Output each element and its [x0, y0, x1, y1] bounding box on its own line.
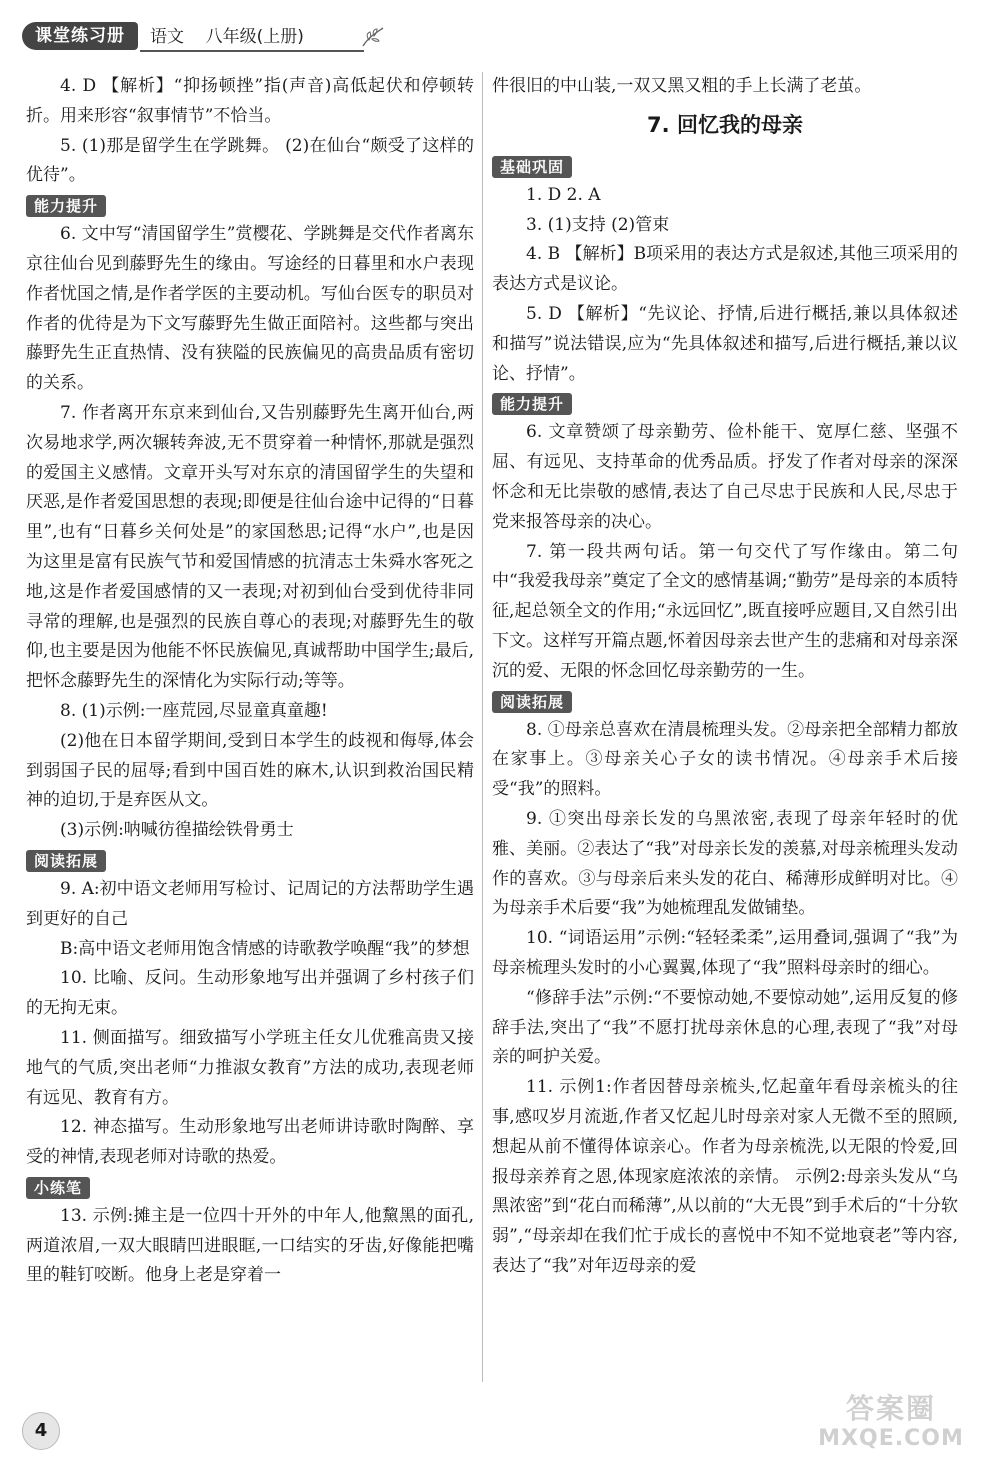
section-tag-ability-right: 能力提升: [492, 393, 572, 415]
answer-r-q8: 8. ①母亲总喜欢在清晨梳理头发。②母亲把全部精力都放在家事上。③母亲关心子女的读书情况。④母亲手术后接受“我”的照料。: [492, 719, 958, 800]
answer-r-q7: 7. 第一段共两句话。第一句交代了写作缘由。第二句中“我爱我母亲”奠定了全文的感情基调;“勤劳”是母亲的本质特征,起总领全文的作用;“永远回忆”,既直接呼应题目,又自然引出下文。这样写开篇点题,怀着因母亲去世产生的悲痛和对母亲深沉的爱、无限的怀念回忆母亲勤劳的一生。: [492, 541, 958, 681]
answer-q12: 12. 神态描写。生动形象地写出老师讲诗歌时陶醉、享受的神情,表现老师对诗歌的热爱。: [26, 1117, 474, 1168]
answer-q9a: 9. A:初中语文老师用写检讨、记周记的方法帮助学生遇到更好的自己: [26, 878, 474, 929]
answer-q8-1: 8. (1)示例:一座荒园,尽显童真童趣!: [60, 700, 328, 721]
answer-q13: 13. 示例:摊主是一位四十开外的中年人,他黧黑的面孔,两道浓眉,一双大眼睛凹进眼眶,一口结实的牙齿,好像能把嘴里的鞋钉咬断。他身上老是穿着一: [26, 1205, 474, 1286]
answer-q6: 6. 文中写“清国留学生”赏樱花、学跳舞是交代作者离东京往仙台见到藤野先生的缘由。写途经的日暮里和水户表现作者忧国之情,是作者学医的主要动机。写仙台医专的职员对作者的优待是为下文写藤野先生做正面陪衬。这些都与突出藤野先生正直热情、没有狭隘的民族偏见的高贵品质有密切的关系。: [26, 224, 474, 394]
answer-r-q6: 6. 文章赞颂了母亲勤劳、俭朴能干、宽厚仁慈、坚强不屈、有远见、支持革命的优秀品质。抒发了作者对母亲的深深怀念和无比崇敬的感情,表达了自己尽忠于民族和人民,尽忠于党来报答母亲的决心。: [492, 422, 958, 532]
answer-r-q3: 3. (1)支持 (2)管束: [526, 214, 670, 235]
section-tag-ability: 能力提升: [26, 195, 106, 217]
answer-q8-3: (3)示例:呐喊彷徨描绘铁骨勇士: [60, 820, 294, 841]
book-brand-label: 课堂练习册: [22, 22, 138, 50]
answer-q13-continued: 件很旧的中山装,一双又黑又粗的手上长满了老茧。: [492, 76, 872, 96]
page-number: 4: [22, 1412, 60, 1450]
header-underline: [140, 50, 364, 52]
answer-r-q9: 9. ①突出母亲长发的乌黑浓密,表现了母亲年轻时的优雅、美丽。②表达了“我”对母亲长发的羡慕,对母亲梳理头发动作的喜欢。③与母亲后来头发的花白、稀薄形成鲜明对比。④为母亲手术后要“我”为她梳理乱发做铺垫。: [492, 808, 958, 919]
answer-r-q5: 5. D 【解析】“先议论、抒情,后进行概括,兼以具体叙述和描写”说法错误,应为“先具体叙述和描写,后进行概括,兼以议论、抒情”。: [492, 303, 958, 384]
watermark-bottom-text: MXQE.COM: [818, 1426, 964, 1451]
answer-q8-2: (2)他在日本留学期间,受到日本学生的歧视和侮辱,体会到弱国子民的屈辱;看到中国百姓的麻木,认识到救治国民精神的迫切,于是弃医从文。: [26, 730, 474, 811]
column-divider: [482, 72, 483, 1382]
left-column: [26, 72, 474, 1291]
answer-r-q10b: “修辞手法”示例:“不要惊动她,不要惊动她”,运用反复的修辞手法,突出了“我”不愿打扰母亲休息的心理,表现了“我”对母亲的呵护关爱。: [492, 987, 958, 1068]
answer-q9b: B:高中语文老师用饱含情感的诗歌教学唤醒“我”的梦想: [60, 938, 470, 959]
section-tag-writing: 小练笔: [26, 1177, 90, 1199]
answer-q4: 4. D 【解析】“抑扬顿挫”指(声音)高低起伏和停顿转折。用来形容“叙事情节”不恰当。: [26, 76, 474, 126]
answer-r-q11: 11. 示例1:作者因替母亲梳头,忆起童年看母亲梳头的往事,感叹岁月流逝,作者又忆起儿时母亲对家人无微不至的照顾,想起从前不懂得体谅亲心。作者为母亲梳洗,以无限的怜爱,回报母亲养育之恩,体现家庭浓浓的亲情。 示例2:母亲头发从“乌黑浓密”到“花白而稀薄”,从以前的“大无畏”到手术后的“十分软弱”,“母亲却在我们忙于成长的喜悦中不知不觉地衰老”等内容,表达了“我”对年迈母亲的爱: [492, 1077, 958, 1276]
answer-r-q4: 4. B 【解析】B项采用的表达方式是叙述,其他三项采用的表达方式是议论。: [492, 244, 958, 295]
grade-label: 八年级(上册): [205, 27, 304, 47]
section-tag-reading-right: 阅读拓展: [492, 691, 572, 713]
answer-r-q10a: 10. “词语运用”示例:“轻轻柔柔”,运用叠词,强调了“我”为母亲梳理头发时的小心翼翼,体现了“我”照料母亲时的细心。: [492, 928, 958, 978]
section-tag-basic: 基础巩固: [492, 156, 572, 178]
site-watermark: [796, 1392, 986, 1454]
answer-q5: 5. (1)那是留学生在学跳舞。 (2)在仙台“颇受了这样的优待”。: [26, 135, 474, 186]
right-column: [492, 72, 958, 1282]
leaf-decoration-icon: [360, 24, 386, 50]
page-header: [22, 22, 442, 52]
answer-q7: 7. 作者离开东京来到仙台,又告别藤野先生离开仙台,两次易地求学,两次辗转奔波,无不贯穿着一种情怀,那就是强烈的爱国主义感情。文章开头写对东京的清国留学生的失望和厌恶,是作者爱国思想的表现;即便是往仙台途中记得的“日暮里”,也有“日暮乡关何处是”的家国愁思;记得“水户”,也是因为这里是富有民族气节和爱国情感的抗清志士朱舜水客死之地,这是作者爱国感情的又一表现;对初到仙台受到优待非同寻常的理解,也是强烈的民族自尊心的表现;对藤野先生的敬仰,也主要是因为他能不怀民族偏见,真诚帮助中国学生;最后,把怀念藤野先生的深情化为实际行动;等等。: [26, 402, 474, 692]
lesson-title: 7. 回忆我的母亲: [647, 112, 803, 137]
subject-grade-label: [150, 24, 304, 50]
section-tag-reading: 阅读拓展: [26, 850, 106, 872]
watermark-top-text: 答案圈: [845, 1392, 936, 1425]
subject-label: 语文: [150, 27, 184, 47]
answer-q11: 11. 侧面描写。细致描写小学班主任女儿优雅高贵又接地气的气质,突出老师“力推淑女教育”方法的成功,表现老师有远见、教育有方。: [26, 1027, 474, 1108]
answer-r-q1: 1. D 2. A: [526, 184, 601, 205]
answer-q10: 10. 比喻、反问。生动形象地写出并强调了乡村孩子们的无拘无束。: [26, 968, 474, 1019]
